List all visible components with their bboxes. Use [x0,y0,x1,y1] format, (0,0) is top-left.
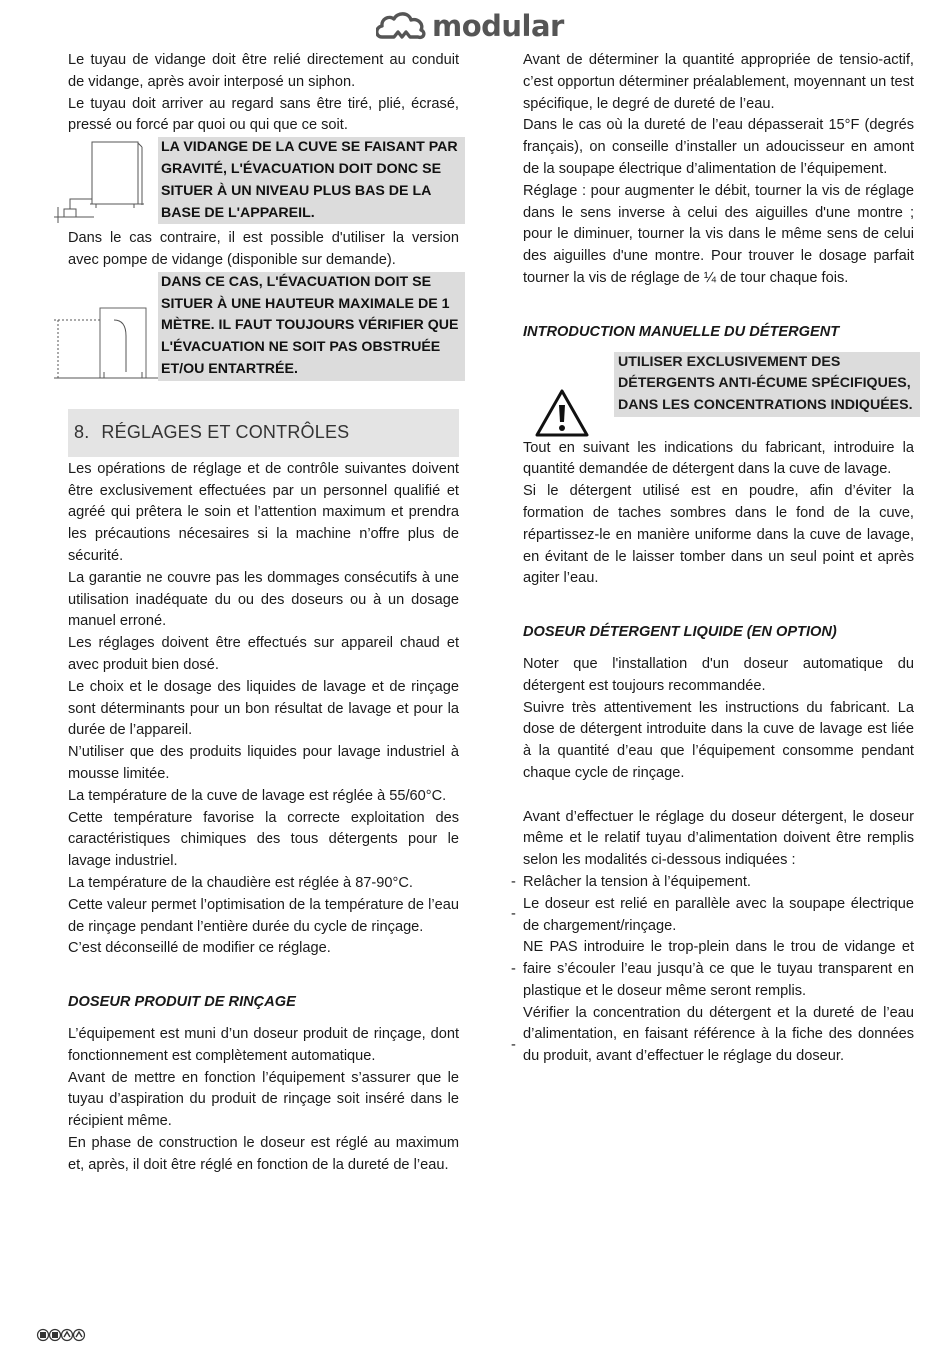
paragraph: N’utiliser que des produits liquides pour lavage industriel à mousse limitée. [68,744,459,782]
section-title: RÉGLAGES ET CONTRÔLES [101,422,350,443]
left-column [68,50,459,1176]
warning-text: UTILISER EXCLUSIVEMENT DES DÉTERGENTS ANTI-ÉCUME SPÉCIFIQUES, DANS LES CONCENTRATIONS INDIQUÉES. [614,352,920,417]
paragraph: La température de la cuve de lavage est réglée à 55/60°C. [68,787,447,804]
list-item-text: NE PAS introduire le trop-plein dans le trou de vidange et faire s’écouler l’eau jusqu’à ce que le tuyau transparent en plastique et le doseur même seront remplis. [523,939,914,999]
paragraph: Cette valeur permet l’optimisation de la température de l’eau de rinçage pendant l’entière durée du cycle de rinçage. [68,896,459,935]
paragraph: Le tuyau de vidange doit être relié directement au conduit de vidange, après avoir interposé un siphon. [68,52,459,90]
paragraph: Avant d’effectuer le réglage du doseur détergent, le doseur même et le relatif tuyau d’alimentation doivent être remplis selon les modalités ci-dessous indiquées : [523,808,914,869]
subheading-liquid-detergent-dispenser: DOSEUR DÉTERGENT LIQUIDE (EN OPTION) [523,624,837,641]
footer-brand-mark-icon [36,1328,88,1342]
list-item [511,937,914,1002]
warning-detergent [509,352,914,438]
cloud-logo-icon [376,10,426,42]
notice-gravity-drain [54,137,459,228]
paragraph: La température de la chaudière est réglée à 87-90°C. [68,874,413,891]
paragraph: Si le détergent utilisé est en poudre, afin d’éviter la formation de taches sombres dans le fond de la cuve, répartissez-le en manière uniforme dans la cuve de lavage, en évitant de le laisser tomber dans un seul point et après agiter l’eau. [523,483,914,587]
list-item [511,1003,914,1068]
brand-logo [376,8,564,44]
list-item-text: Relâcher la tension à l’équipement. [523,873,751,890]
section-number: 8. [74,422,90,443]
paragraph: Réglage : pour augmenter le débit, tourner la vis de réglage dans le sens inverse à celui des aiguilles d'une montre ; pour le diminuer, tourner la vis dans le même sens de celui des aiguilles d'une montre. Pour trouver le dosage parfait tourner la vis de réglage de ¼ de tour chaque fois. [523,182,914,286]
list-dash: - [511,873,516,890]
paragraph: Avant de déterminer la quantité appropriée de tensio-actif, c’est opportun déterminer préalablement, moyennant un test spécifique, le degré de dureté de l’eau. [523,52,914,112]
notice-pump-drain [54,272,459,385]
paragraph: C’est déconseillé de modifier ce réglage. [68,940,331,957]
list-item-text: Le doseur est relié en parallèle avec la soupape électrique de chargement/rinçage. [523,895,914,934]
right-column [511,50,914,1068]
drain-gravity-illustration [54,137,158,228]
paragraph: L’équipement est muni d’un doseur produit de rinçage, dont fonctionnement est complètement automatique. [68,1025,459,1064]
paragraph: Dans le cas où la dureté de l’eau dépasserait 15°F (degrés français), on conseille d’installer un adoucisseur en amont de la soupape électrique d’alimentation de l’équipement. [523,117,914,177]
paragraph: Tout en suivant les indications du fabricant, introduire la quantité demandée de détergent dans la cuve de lavage. [523,439,914,478]
paragraph: Suivre très attentivement les instructions du fabricant. La dose de détergent introduite dans la cuve de lavage est liée à la quantité d’eau que l’équipement consomme pendant chaque cycle de rinçage. [523,699,914,781]
list-dash: - [511,905,516,922]
list-item [511,894,914,938]
brand-name: modular [432,9,564,43]
paragraph: Le tuyau doit arriver au regard sans être tiré, plié, écrasé, pressé ou forcé par quoi ou qui que ce soit. [68,95,459,134]
paragraph: En phase de construction le doseur est réglé au maximum et, après, il doit être réglé en fonction de la dureté de l’eau. [68,1134,459,1173]
list-dash: - [511,1036,516,1053]
subheading-rinse-dispenser: DOSEUR PRODUIT DE RINÇAGE [68,994,296,1011]
notice-text: DANS CE CAS, L'ÉVACUATION DOIT SE SITUER À UNE HAUTEUR MAXIMALE DE 1 MÈTRE. IL FAUT TOUJOURS VÉRIFIER QUE L'ÉVACUATION NE SOIT PAS OBSTRUÉE ET/OU ENTARTRÉE. [158,272,465,381]
paragraph: Avant de mettre en fonction l’équipement s’assurer que le tuyau d’aspiration du produit de rinçage soit inséré dans le récipient même. [68,1069,459,1130]
drain-pump-illustration [54,272,158,385]
paragraph: Noter que l'installation d'un doseur automatique du détergent est toujours recommandée. [523,655,914,694]
warning-triangle-icon [509,352,614,438]
paragraph: Dans le cas contraire, il est possible d'utiliser la version avec pompe de vidange (disponible sur demande). [68,230,459,268]
list-item [511,872,914,894]
paragraph: La garantie ne couvre pas les dommages consécutifs à une utilisation inadéquate du ou des doseurs ou à un dosage manuel erroné. [68,569,459,630]
paragraph: Le choix et le dosage des liquides de lavage et de rinçage sont déterminants pour un bon résultat de lavage et pour la durée de l’appareil. [68,678,459,739]
paragraph: Les réglages doivent être effectués sur appareil chaud et avec produit bien dosé. [68,635,459,673]
paragraph: Les opérations de réglage et de contrôle suivantes doivent être exclusivement effectuées par un personnel qualifié et agréé qui prêtera le soin et l’attention maximum et prendra les précautions nécesaires si la machine n’offre plus de sécurité. [68,460,459,564]
subheading-manual-detergent: INTRODUCTION MANUELLE DU DÉTERGENT [523,323,840,340]
list-item-text: Vérifier la concentration du détergent et la dureté de l’eau d’alimentation, en faisant référence à la fiche des données du produit, avant d’effectuer le réglage du doseur. [523,1004,914,1065]
notice-text: LA VIDANGE DE LA CUVE SE FAISANT PAR GRAVITÉ, L'ÉVACUATION DOIT DONC SE SITUER À UN NIVEAU PLUS BAS DE LA BASE DE L'APPAREIL. [158,137,465,224]
list-dash: - [511,961,516,978]
paragraph: Cette température favorise la correcte exploitation des caractéristiques chimiques des tous détergents pour le lavage industriel. [68,809,459,870]
section-heading [68,409,459,457]
